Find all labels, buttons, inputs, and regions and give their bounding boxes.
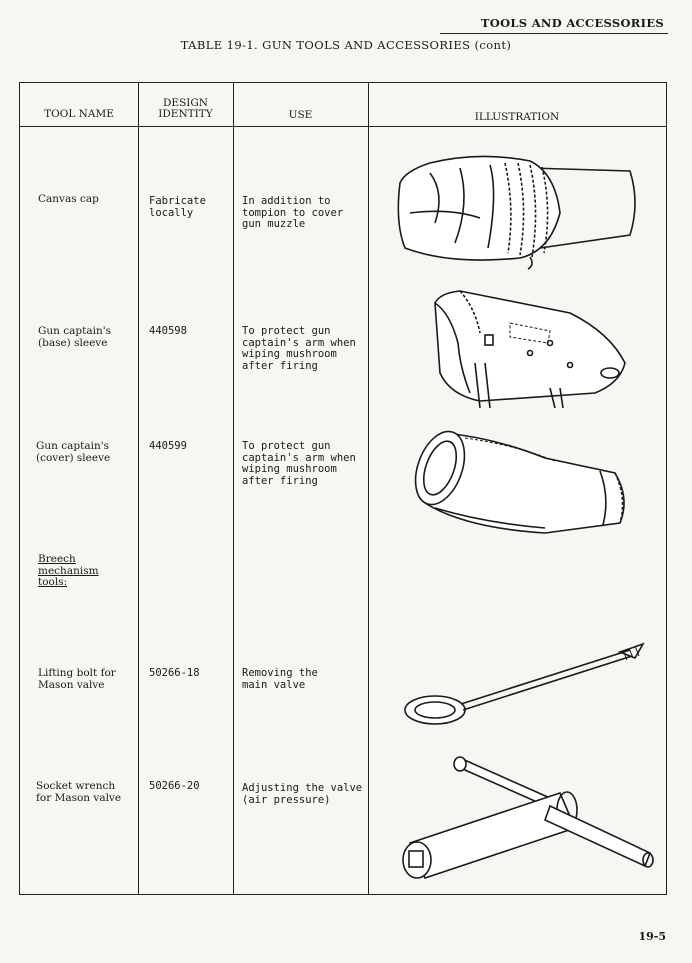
text-line: Socket wrench bbox=[36, 780, 116, 792]
use-description bbox=[242, 326, 356, 372]
use-description bbox=[242, 441, 356, 487]
text-line: Mason valve bbox=[38, 678, 105, 691]
text-line: (air pressure) bbox=[242, 793, 331, 806]
text-line: Breech bbox=[38, 553, 76, 565]
text-line: (cover) sleeve bbox=[36, 451, 111, 464]
use-description bbox=[242, 668, 318, 691]
text-line: To protect gun bbox=[242, 325, 331, 337]
page-number: 19-5 bbox=[638, 930, 666, 943]
text-line: 440598 bbox=[149, 325, 187, 337]
use-description bbox=[242, 783, 362, 806]
text-line: Lifting bolt for bbox=[38, 667, 116, 679]
cover-sleeve-illustration bbox=[405, 423, 645, 547]
text-line: tompion to cover bbox=[242, 206, 344, 219]
tool-name bbox=[36, 781, 121, 804]
text-line: wiping mushroom bbox=[242, 348, 337, 360]
text-line: Gun captain's bbox=[38, 325, 111, 337]
tool-name bbox=[38, 668, 116, 691]
column-header-tool-name: TOOL NAME bbox=[44, 108, 114, 120]
table-caption: TABLE 19-1. GUN TOOLS AND ACCESSORIES (cont) bbox=[180, 38, 512, 52]
text-line: after firing bbox=[242, 474, 318, 487]
canvas-cap-icon bbox=[390, 153, 640, 273]
column-header-line: IDENTITY bbox=[158, 108, 213, 120]
column-header-line: DESIGN bbox=[163, 97, 208, 109]
column-divider bbox=[368, 83, 369, 894]
canvas-cap-illustration bbox=[390, 153, 640, 277]
text-line: 440599 bbox=[149, 440, 187, 452]
text-line: 50266-18 bbox=[149, 667, 200, 679]
column-divider bbox=[233, 83, 234, 894]
tools-table bbox=[19, 82, 667, 895]
design-identity bbox=[149, 326, 187, 338]
text-line: In addition to bbox=[242, 195, 331, 207]
text-line: captain's arm when bbox=[242, 451, 356, 464]
text-line: Adjusting the valve bbox=[242, 782, 363, 794]
text-line: gun muzzle bbox=[242, 218, 306, 230]
text-line: To protect gun bbox=[242, 440, 331, 452]
tool-name bbox=[38, 194, 99, 206]
base-sleeve-illustration bbox=[420, 283, 630, 417]
text-line: (base) sleeve bbox=[38, 336, 108, 349]
header-rule bbox=[440, 33, 668, 34]
design-identity bbox=[149, 441, 187, 453]
base-sleeve-icon bbox=[420, 283, 630, 413]
text-line: mechanism bbox=[38, 564, 99, 577]
column-header-use: USE bbox=[288, 109, 313, 121]
socket-wrench-icon bbox=[395, 748, 655, 878]
design-identity bbox=[149, 781, 200, 793]
text-line: tools: bbox=[38, 576, 68, 588]
text-line: Canvas cap bbox=[38, 193, 99, 205]
tool-name bbox=[38, 326, 111, 349]
socket-wrench-illustration bbox=[395, 748, 655, 882]
tool-name bbox=[36, 441, 110, 464]
text-line: Fabricate bbox=[149, 195, 206, 207]
column-header-design-identity bbox=[138, 98, 233, 120]
design-identity bbox=[149, 668, 200, 680]
design-identity bbox=[149, 196, 206, 219]
text-line: captain's arm when bbox=[242, 336, 356, 349]
use-description bbox=[242, 196, 343, 231]
column-header-illustration: ILLUSTRATION bbox=[474, 111, 560, 123]
text-line: main valve bbox=[242, 678, 306, 691]
text-line: wiping mushroom bbox=[242, 463, 337, 475]
text-line: after firing bbox=[242, 359, 318, 372]
lifting-bolt-icon bbox=[395, 638, 655, 738]
section-header: TOOLS AND ACCESSORIES bbox=[480, 16, 664, 30]
section-label-breech-mechanism bbox=[38, 554, 99, 589]
lifting-bolt-illustration bbox=[395, 638, 655, 742]
text-line: for Mason valve bbox=[36, 791, 122, 804]
cover-sleeve-icon bbox=[405, 423, 645, 543]
text-line: Gun captain's bbox=[36, 440, 109, 452]
text-line: Removing the bbox=[242, 667, 318, 679]
column-divider bbox=[138, 83, 139, 894]
text-line: locally bbox=[149, 206, 194, 219]
text-line: 50266-20 bbox=[149, 780, 200, 792]
header-divider bbox=[20, 126, 666, 127]
